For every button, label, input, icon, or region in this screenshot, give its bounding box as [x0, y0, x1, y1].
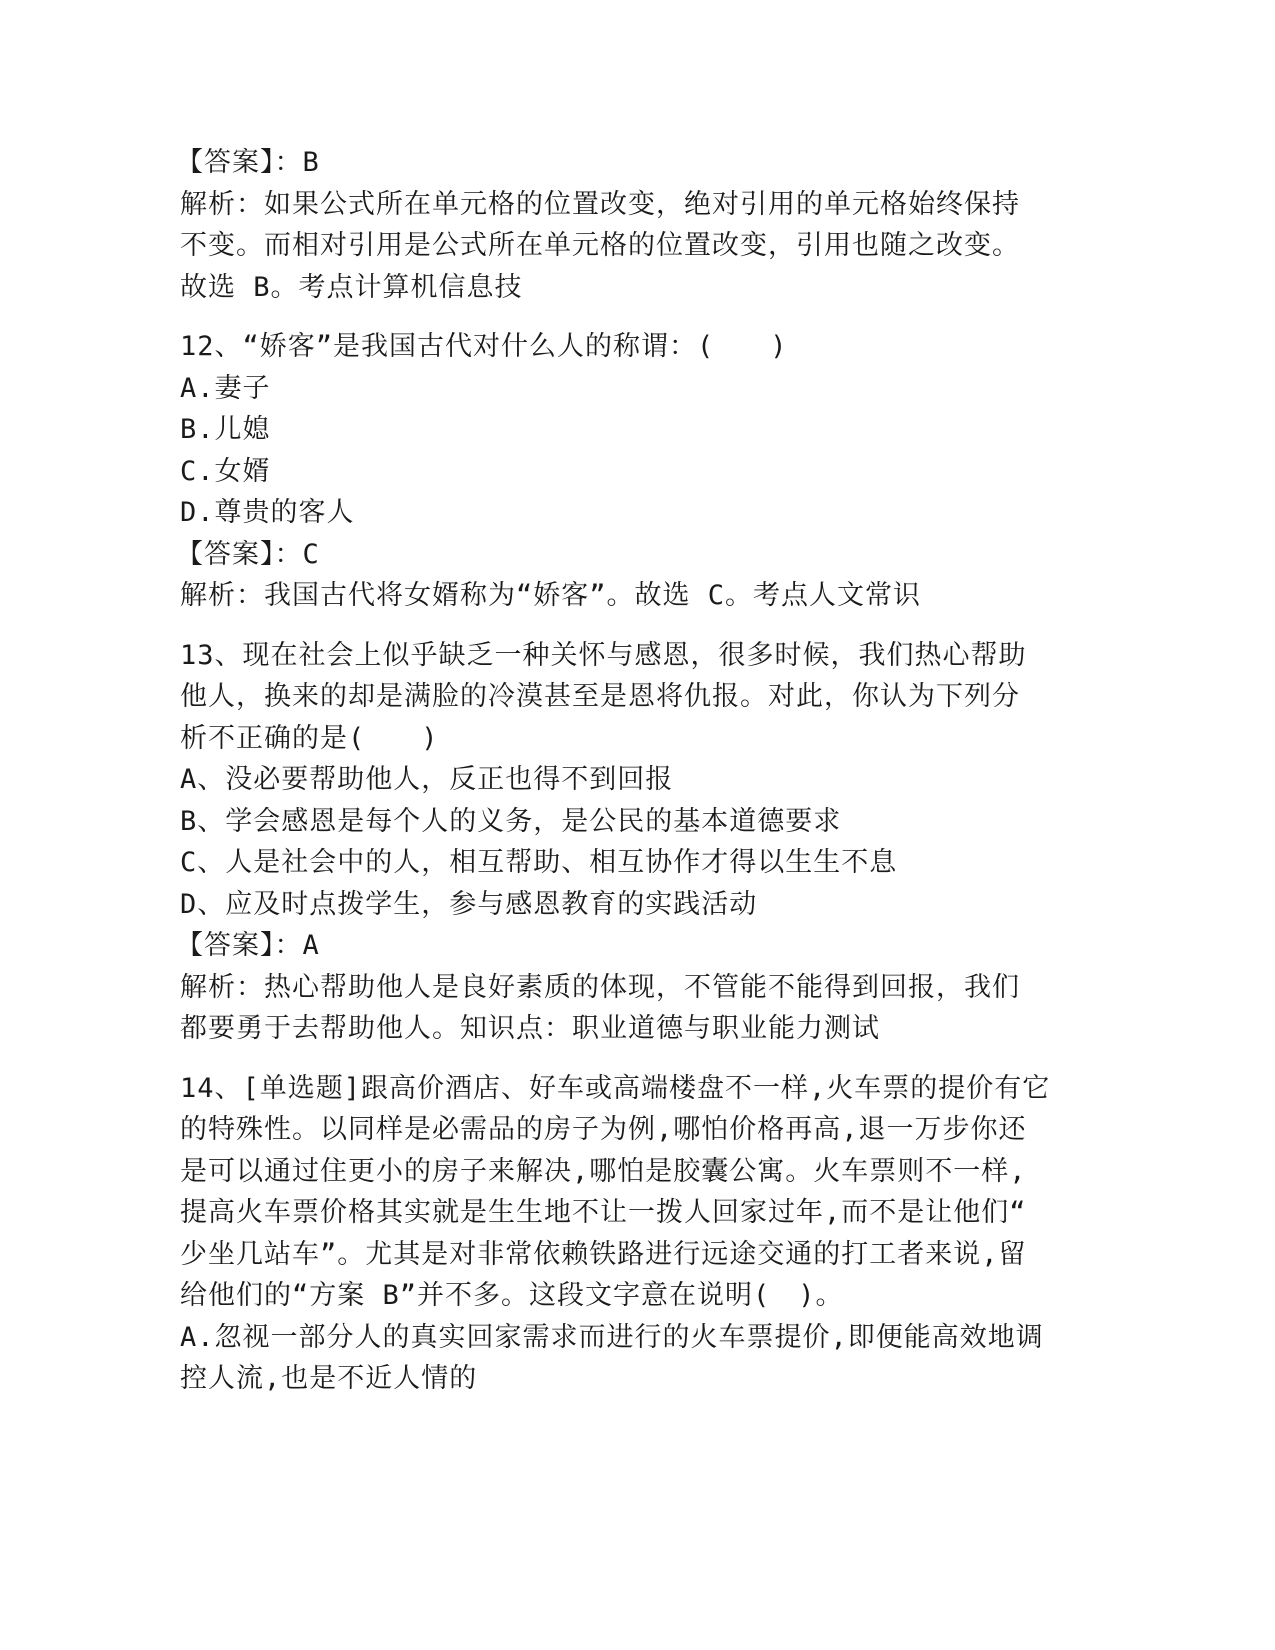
- question-12: [176, 326, 1060, 617]
- analysis-line: 都要勇于去帮助他人。知识点：职业道德与职业能力测试: [180, 1013, 880, 1044]
- document-page: [176, 142, 1060, 1400]
- answer-label: 【答案】：C: [176, 538, 320, 570]
- option-b: B.儿媳: [180, 414, 271, 445]
- option-a: 控人流,也是不近人情的: [180, 1363, 478, 1394]
- option-c: C、人是社会中的人，相互帮助、相互协作才得以生生不息: [180, 847, 898, 878]
- option-a: A、没必要帮助他人，反正也得不到回报: [180, 764, 674, 795]
- option-d: D.尊贵的客人: [180, 497, 355, 528]
- question-14: [180, 1068, 1060, 1400]
- option-a: A.妻子: [180, 372, 271, 404]
- question-13: [176, 635, 1060, 1050]
- option-a: A.忽视一部分人的真实回家需求而进行的火车票提价,即便能高效地调: [180, 1321, 1044, 1353]
- analysis-line: 不变。而相对引用是公式所在单元格的位置改变，引用也随之改变。: [180, 230, 1020, 261]
- question-stem: 他人，换来的却是满脸的冷漠甚至是恩将仇报。对此，你认为下列分: [180, 681, 1020, 712]
- question-stem: 14、[单选题]跟高价酒店、好车或高端楼盘不一样,火车票的提价有它: [180, 1072, 1051, 1104]
- analysis-line: 故选 B。考点计算机信息技: [180, 271, 523, 303]
- option-d: D、应及时点拨学生，参与感恩教育的实践活动: [180, 888, 758, 920]
- answer-label: 【答案】：A: [176, 930, 320, 961]
- spacer: [180, 1050, 1060, 1068]
- answer-block-11: [176, 142, 1060, 308]
- option-c: C.女婿: [180, 455, 271, 487]
- question-stem: 12、“娇客”是我国古代对什么人的称谓：( ): [180, 331, 788, 362]
- question-stem: 是可以通过住更小的房子来解决,哪怕是胶囊公寓。火车票则不一样,: [180, 1155, 1027, 1187]
- question-stem: 提高火车票价格其实就是生生地不让一拨人回家过年,而不是让他们“: [180, 1197, 1027, 1228]
- option-b: B、学会感恩是每个人的义务，是公民的基本道德要求: [180, 805, 842, 837]
- analysis-line: 解析：我国古代将女婿称为“娇客”。故选 C。考点人文常识: [180, 580, 922, 611]
- answer-label: 【答案】：B: [176, 147, 320, 178]
- question-stem: 的特殊性。以同样是必需品的房子为例,哪怕价格再高,退一万步你还: [180, 1114, 1027, 1145]
- analysis-line: 解析：如果公式所在单元格的位置改变，绝对引用的单元格始终保持: [180, 188, 1020, 220]
- question-stem: 给他们的“方案 B”并不多。这段文字意在说明( )。: [180, 1280, 844, 1311]
- question-stem: 析不正确的是( ): [180, 722, 439, 754]
- question-stem: 13、现在社会上似乎缺乏一种关怀与感恩，很多时候，我们热心帮助: [180, 639, 1027, 671]
- analysis-line: 解析：热心帮助他人是良好素质的体现，不管能不能得到回报，我们: [180, 971, 1020, 1003]
- spacer: [180, 617, 1060, 635]
- spacer: [180, 308, 1060, 326]
- question-stem: 少坐几站车”。尤其是对非常依赖铁路进行远途交通的打工者来说,留: [180, 1238, 1027, 1270]
